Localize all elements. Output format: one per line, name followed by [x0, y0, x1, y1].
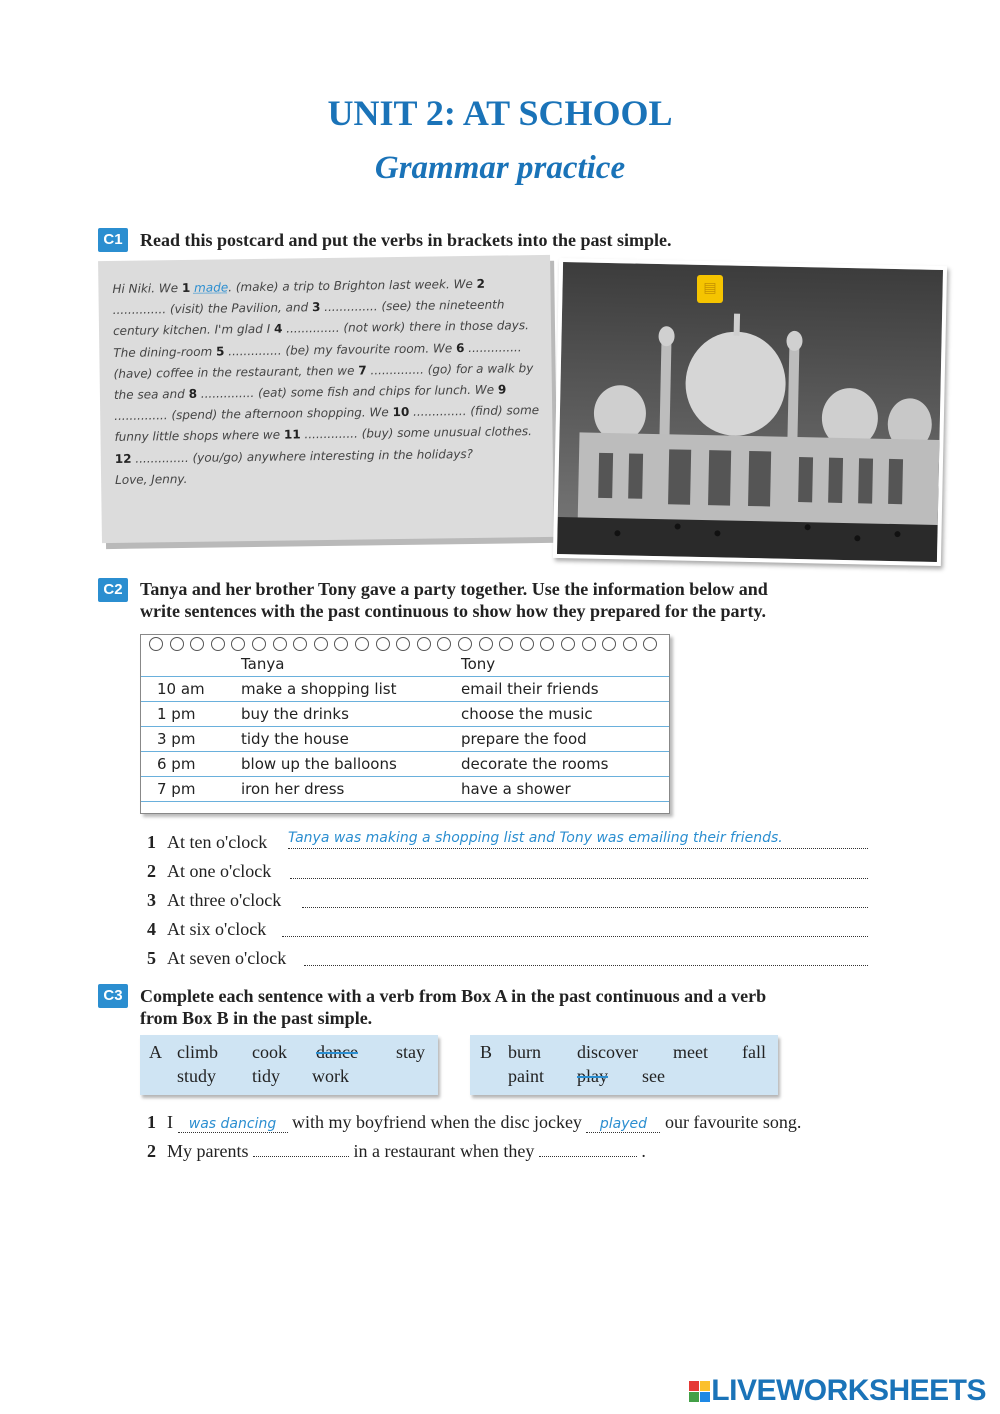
sentence-number: 2: [147, 861, 156, 881]
sentence-number: 1: [147, 832, 156, 852]
postcard: [98, 255, 554, 543]
c3-answer-field-2a[interactable]: [253, 1142, 349, 1157]
item-number: 2: [476, 276, 486, 291]
c3-answer-field-1b[interactable]: played: [586, 1116, 660, 1133]
tony-cell: prepare the food: [461, 730, 587, 748]
item-number: 11: [283, 427, 301, 443]
notebook-ring: [602, 637, 616, 651]
tanya-cell: tidy the house: [241, 730, 349, 748]
page-title: UNIT 2: AT SCHOOL: [327, 93, 673, 133]
notebook-ring: [623, 637, 637, 651]
notebook-ring: [334, 637, 348, 651]
sentence-number: 3: [147, 890, 156, 910]
box-word: work: [312, 1066, 349, 1086]
notebook-ring: [479, 637, 493, 651]
notebook-ring: [396, 637, 410, 651]
box-word: burn: [508, 1042, 541, 1062]
c2-sentence-4: [147, 919, 266, 945]
notebook-ring: [355, 637, 369, 651]
sentence-number: 4: [147, 919, 156, 939]
answer-field-3[interactable]: .............. (see) the nineteenth century kitchen. I'm glad I: [112, 297, 505, 339]
item-number: 7: [358, 363, 367, 378]
notebook-ring: [231, 637, 245, 651]
verb-box-a: [140, 1035, 438, 1095]
notebook-ring: [417, 637, 431, 651]
pavilion-photo: [553, 258, 947, 566]
item-number: 6: [455, 340, 465, 355]
answer-field-12[interactable]: .............. (you/go) anywhere interesting in the holidays?: [135, 446, 474, 466]
tanya-cell: make a shopping list: [241, 680, 397, 698]
sentence-part: with my boyfriend when the disc jockey: [292, 1112, 582, 1132]
notebook-ring: [499, 637, 513, 651]
schedule-notebook: [140, 634, 670, 814]
time-cell: 1 pm: [157, 705, 196, 723]
sentence-part: our favourite song.: [664, 1112, 802, 1132]
box-word-used: play: [577, 1066, 608, 1086]
item-number: 9: [497, 382, 507, 397]
notebook-ring: [211, 637, 225, 651]
c2-answer-field-5[interactable]: [304, 964, 868, 966]
tony-cell: email their friends: [461, 680, 599, 698]
c1-instruction: Read this postcard and put the verbs in brackets into the past simple.: [140, 230, 672, 250]
time-cell: 10 am: [157, 680, 205, 698]
page-subtitle: Grammar practice: [374, 150, 626, 186]
box-word: tidy: [252, 1066, 281, 1086]
notebook-ring: [376, 637, 390, 651]
sentence-number: 2: [147, 1141, 156, 1161]
item-number: 3: [311, 300, 321, 315]
c3-answer-field-2b[interactable]: [539, 1142, 637, 1157]
tanya-cell: buy the drinks: [241, 705, 349, 723]
tony-cell: decorate the rooms: [461, 755, 609, 773]
answer-field-6[interactable]: .............. (have) coffee in the restaurant, then we: [113, 339, 522, 381]
sentence-number: 5: [147, 948, 156, 968]
notebook-ring: [520, 637, 534, 651]
postcard-segment: . (make) a trip to Brighton last week. We: [228, 276, 473, 295]
box-word: study: [177, 1066, 217, 1086]
section-badge-c2: C2: [98, 578, 128, 602]
answer-field-9[interactable]: .............. (spend) the afternoon shopping. We: [114, 405, 389, 424]
c3-instruction-line1: Complete each sentence with a verb from Box A in the past continuous and a verb: [140, 986, 767, 1006]
box-label: A: [149, 1042, 162, 1062]
time-cell: 3 pm: [157, 730, 196, 748]
section-badge-c3: C3: [98, 984, 128, 1008]
notebook-ring: [540, 637, 554, 651]
box-word: meet: [673, 1042, 708, 1062]
tony-cell: have a shower: [461, 780, 571, 798]
c3-sentence-1: [147, 1112, 801, 1138]
sentence-prompt: At ten o'clock: [167, 832, 268, 852]
c2-answer-field-4[interactable]: [282, 935, 868, 937]
box-word: climb: [177, 1042, 218, 1062]
postcard-text: [112, 273, 540, 491]
table-row: [141, 751, 669, 777]
item-number: 12: [114, 451, 132, 466]
tanya-cell: iron her dress: [241, 780, 345, 798]
sentence-part: in a restaurant when they: [353, 1141, 535, 1161]
sentence-prompt: At one o'clock: [167, 861, 272, 881]
table-row: [141, 726, 669, 752]
item-number: 5: [215, 344, 225, 359]
notebook-ring: [458, 637, 472, 651]
notebook-ring: [273, 637, 287, 651]
c3-answer-field-1a[interactable]: was dancing: [178, 1116, 288, 1133]
c2-sentence-3: [147, 890, 281, 916]
box-word: see: [642, 1066, 665, 1086]
postcard-greeting: Hi Niki. We: [112, 281, 179, 296]
notebook-ring: [170, 637, 184, 651]
box-word: paint: [508, 1066, 544, 1086]
sentence-prompt: At six o'clock: [167, 919, 267, 939]
table-header-row: [141, 651, 669, 677]
c2-instruction-line2: write sentences with the past continuous to show how they prepared for the party.: [140, 601, 767, 621]
sentence-prompt: At three o'clock: [167, 890, 282, 910]
c2-sentence-1: [147, 832, 267, 858]
notebook-ring: [561, 637, 575, 651]
answer-field-1[interactable]: made: [194, 280, 229, 295]
item-number: 10: [392, 405, 410, 420]
box-word: fall: [742, 1042, 766, 1062]
answer-field-8[interactable]: .............. (eat) some fish and chips for lunch. We: [200, 382, 495, 401]
notebook-ring: [314, 637, 328, 651]
table-row: [141, 776, 669, 802]
answer-field-5[interactable]: .............. (be) my favourite room. We: [228, 340, 453, 358]
sentence-part: I: [167, 1112, 173, 1132]
logo-text: LIVEWORKSHEETS: [711, 1374, 986, 1407]
answer-field-10[interactable]: .............. (find) some funny little shops where we: [114, 403, 540, 445]
box-word: cook: [252, 1042, 287, 1062]
liveworksheets-logo[interactable]: [689, 1374, 986, 1408]
sentence-number: 1: [147, 1112, 156, 1132]
tanya-cell: blow up the balloons: [241, 755, 397, 773]
item-number: 8: [188, 386, 198, 401]
pavilion-image: [557, 262, 943, 562]
item-number: 1: [181, 280, 191, 296]
header-tony: Tony: [461, 655, 496, 673]
box-label: B: [480, 1042, 493, 1062]
notebook-ring: [252, 637, 266, 651]
notebook-ring: [190, 637, 204, 651]
table-row: [141, 701, 669, 727]
c2-answer-field-3[interactable]: [302, 906, 868, 908]
item-number: 4: [273, 322, 283, 337]
comment-icon[interactable]: ▤: [697, 275, 723, 303]
c2-sentence-2: [147, 861, 271, 887]
time-cell: 7 pm: [157, 780, 196, 798]
box-word: discover: [577, 1042, 638, 1062]
verb-box-b: [470, 1035, 778, 1095]
tony-cell: choose the music: [461, 705, 593, 723]
table-row: [141, 676, 669, 702]
c2-answer-field-2[interactable]: [290, 877, 868, 879]
notebook-ring: [149, 637, 163, 651]
box-word-used: dance: [316, 1042, 358, 1062]
box-word: stay: [396, 1042, 425, 1062]
notebook-ring: [643, 637, 657, 651]
logo-icon: [689, 1381, 711, 1403]
section-badge-c1: C1: [98, 228, 128, 252]
answer-field-4[interactable]: .............. (not work) there in those days. The dining-room: [113, 318, 529, 360]
sentence-prompt: At seven o'clock: [167, 948, 287, 968]
sentence-part: .: [641, 1141, 646, 1161]
header-tanya: Tanya: [241, 655, 285, 673]
c2-instruction-line1: Tanya and her brother Tony gave a party together. Use the information below and: [140, 579, 768, 599]
c3-sentence-2: [147, 1141, 646, 1167]
answer-field-11[interactable]: .............. (buy) some unusual clothes.: [304, 424, 532, 442]
c3-instruction-line2: from Box B in the past simple.: [140, 1008, 373, 1028]
postcard-signoff: Love, Jenny.: [115, 471, 188, 487]
c2-answer-field-1[interactable]: Tanya was making a shopping list and Tony was emailing their friends.: [288, 830, 868, 849]
answer-field-7[interactable]: .............. (go) for a walk by the sea and: [113, 360, 534, 402]
answer-field-2[interactable]: .............. (visit) the Pavilion, and: [112, 300, 309, 318]
notebook-ring: [293, 637, 307, 651]
notebook-ring: [582, 637, 596, 651]
notebook-ring: [437, 637, 451, 651]
sentence-part: My parents: [167, 1141, 249, 1161]
time-cell: 6 pm: [157, 755, 196, 773]
c2-sentence-5: [147, 948, 286, 974]
